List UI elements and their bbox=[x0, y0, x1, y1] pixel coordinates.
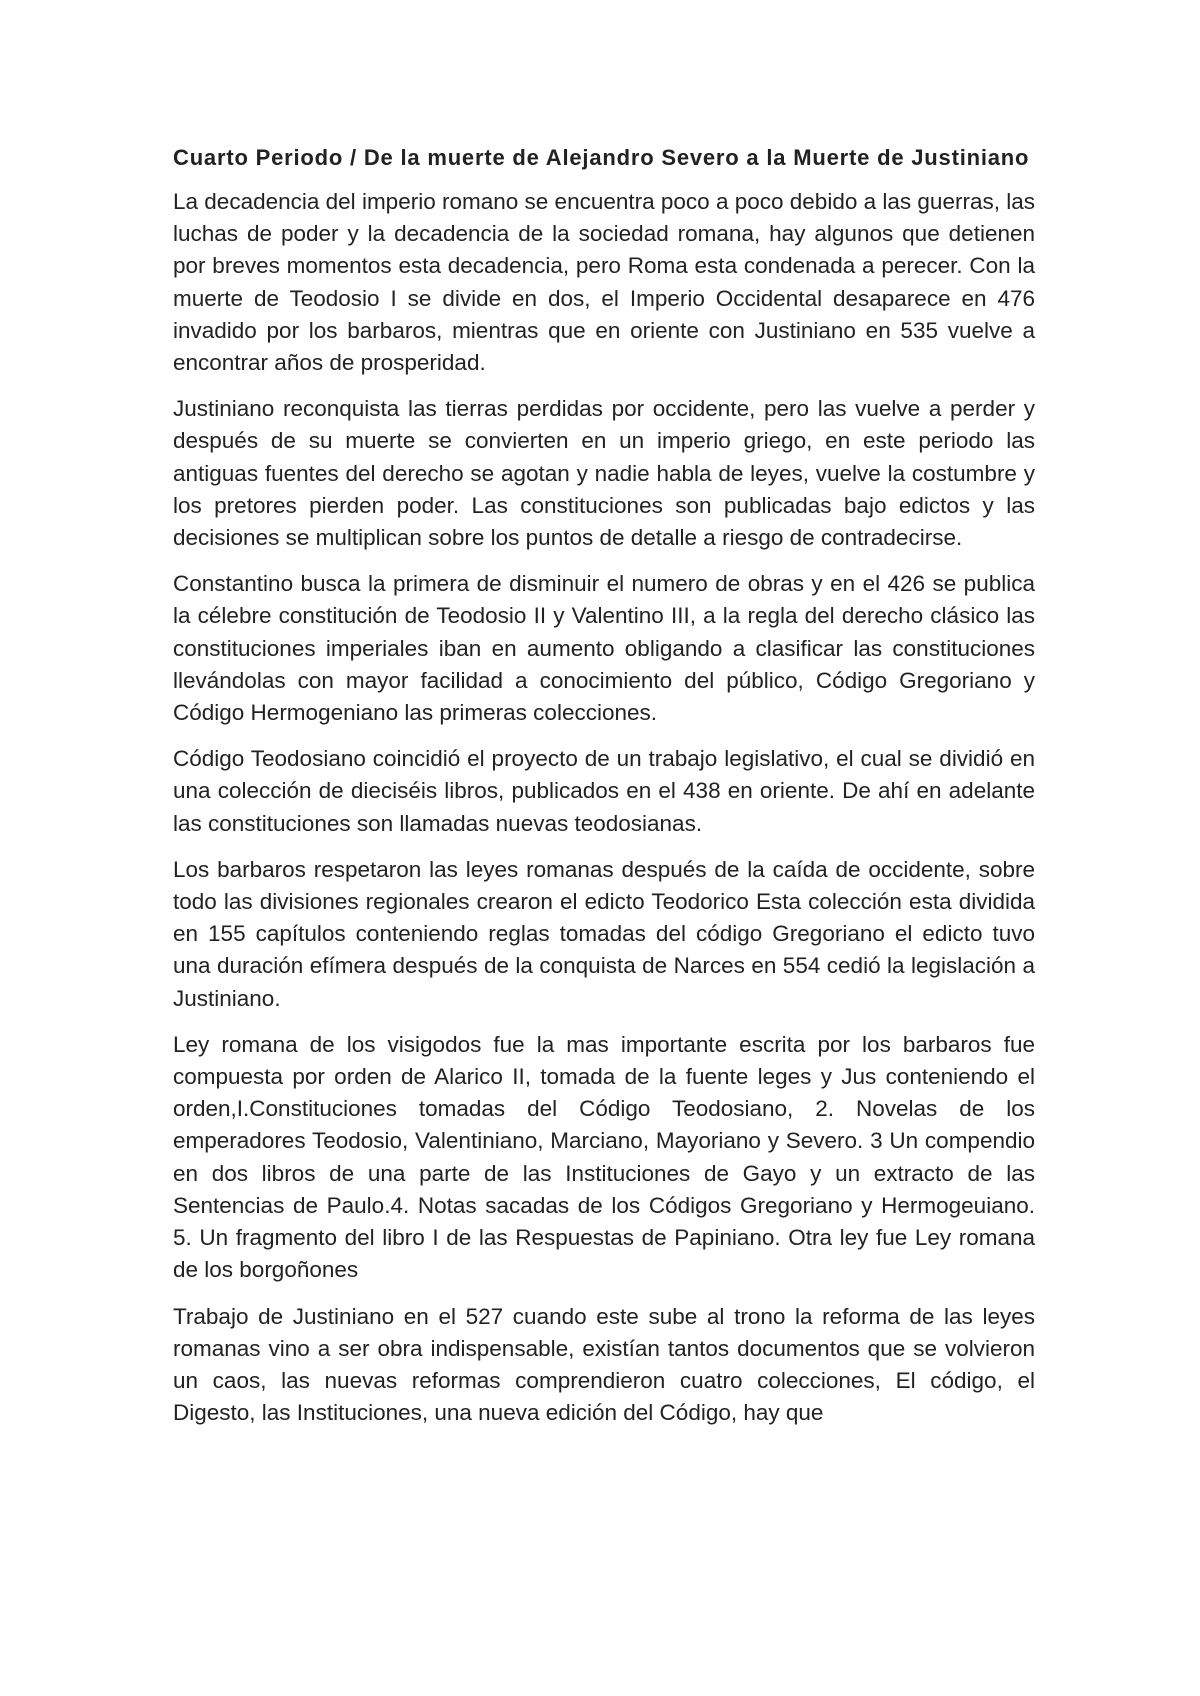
paragraph-1: La decadencia del imperio romano se encuentra poco a poco debido a las guerras, las luchas de poder y la decadencia de la sociedad romana, hay algunos que detienen por breves momentos esta decadencia, pero Roma esta condenada a perecer. Con la muerte de Teodosio I se divide en dos, el Imperio Occidental desaparece en 476 invadido por los barbaros, mientras que en oriente con Justiniano en 535 vuelve a encontrar años de prosperidad. bbox=[173, 189, 1035, 376]
paragraph-4: Código Teodosiano coincidió el proyecto de un trabajo legislativo, el cual se dividió en una colección de dieciséis libros, publicados en el 438 en oriente. De ahí en adelante las constituciones son llamadas nuevas teodosianas. bbox=[173, 746, 1035, 836]
document-body bbox=[173, 142, 1035, 1443]
paragraph-2: Justiniano reconquista las tierras perdidas por occidente, pero las vuelve a perder y después de su muerte se convierten en un imperio griego, en este periodo las antiguas fuentes del derecho se agotan y nadie habla de leyes, vuelve la costumbre y los pretores pierden poder. Las constituciones son publicadas bajo edictos y las decisiones se multiplican sobre los puntos de detalle a riesgo de contradecirse. bbox=[173, 396, 1035, 551]
document-title: Cuarto Periodo / De la muerte de Alejandro Severo a la Muerte de Justiniano bbox=[173, 145, 1030, 170]
paragraph-3: Constantino busca la primera de disminuir el numero de obras y en el 426 se publica la célebre constitución de Teodosio II y Valentino III, a la regla del derecho clásico las constituciones imperiales iban en aumento obligando a clasificar las constituciones llevándolas con mayor facilidad a conocimiento del público, Código Gregoriano y Código Hermogeniano las primeras colecciones. bbox=[173, 571, 1035, 726]
paragraph-6: Ley romana de los visigodos fue la mas importante escrita por los barbaros fue compuesta por orden de Alarico II, tomada de la fuente leges y Jus conteniendo el orden,I.Constituciones tomadas del Código Teodosiano, 2. Novelas de los emperadores Teodosio, Valentiniano, Marciano, Mayoriano y Severo. 3 Un compendio en dos libros de una parte de las Instituciones de Gayo y un extracto de las Sentencias de Paulo.4. Notas sacadas de los Códigos Gregoriano y Hermogeuiano. 5. Un fragmento del libro I de las Respuestas de Papiniano. Otra ley fue Ley romana de los borgoñones bbox=[173, 1031, 1035, 1283]
paragraph-7: Trabajo de Justiniano en el 527 cuando este sube al trono la reforma de las leyes romanas vino a ser obra indispensable, existían tantos documentos que se volvieron un caos, las nuevas reformas comprendieron cuatro colecciones, El código, el Digesto, las Instituciones, una nueva edición del Código, hay que bbox=[173, 1303, 1035, 1426]
paragraph-5: Los barbaros respetaron las leyes romanas después de la caída de occidente, sobre todo las divisiones regionales crearon el edicto Teodorico Esta colección esta dividida en 155 capítulos conteniendo reglas tomadas del código Gregoriano el edicto tuvo una duración efímera después de la conquista de Narces en 554 cedió la legislación a Justiniano. bbox=[173, 856, 1035, 1011]
